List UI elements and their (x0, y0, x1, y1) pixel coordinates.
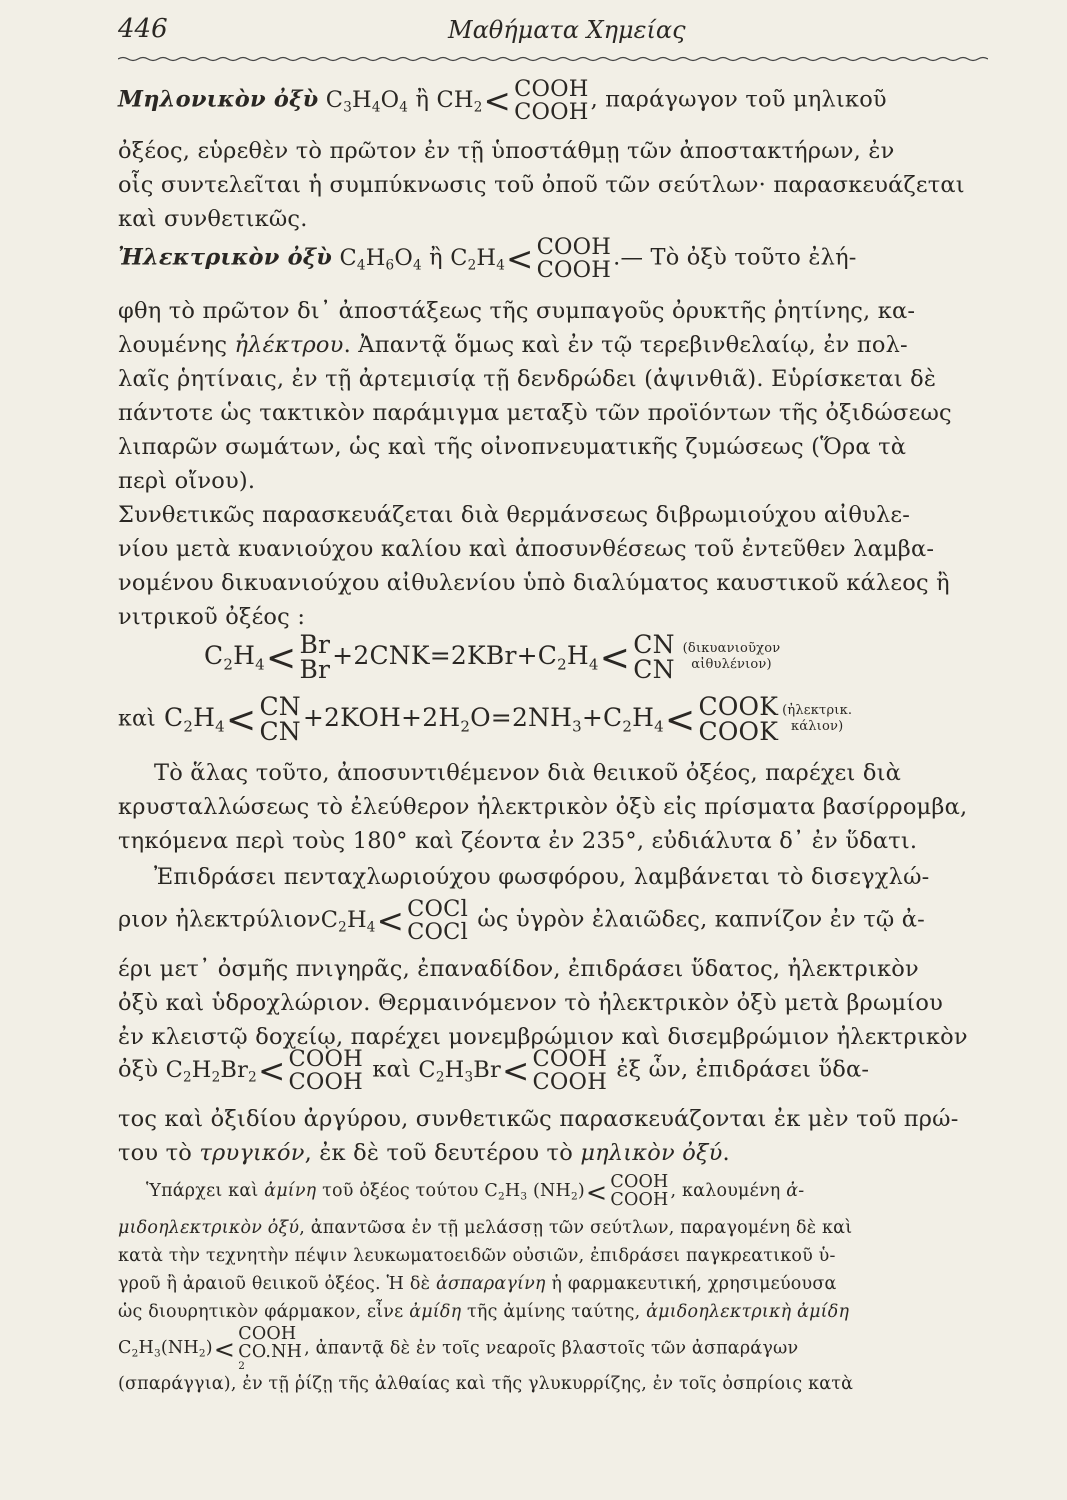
italic-term: ἀ- (786, 1181, 805, 1201)
note-line-1 (146, 1174, 804, 1209)
page-number: 446 (118, 14, 168, 44)
frac-bottom: COOK (698, 717, 779, 746)
succinic-line-4: λαῖς ῥητίναις, ἐν τῇ ἀρτεμισίᾳ τῇ δενδρώδει (ἀψινθιᾶ). Εὑρίσκεται δὲ (118, 366, 937, 392)
synthesis-line-3: νομένου δικυανιούχου αἰθυλενίου ὑπὸ διαλύματος καυστικοῦ κάλεος ἢ (118, 570, 950, 596)
chloride-line-1: Ἐπιδράσει πενταχλωριούχου φωσφόρου, λαμβάνεται τὸ δισεγχλώ- (154, 864, 930, 890)
amine-formula: $C_2H_3$ $(NH_2)$ (484, 1181, 585, 1203)
succinic-after: .— Τὸ ὀξὺ τοῦτο ἐλή- (613, 244, 857, 271)
text-run: Ὑπάρχει καὶ (146, 1181, 265, 1201)
monobromo-formula: $C_2H_3Br$ (418, 1056, 501, 1086)
succinic-or: ἢ (429, 244, 443, 271)
dibromo-fraction (288, 1048, 363, 1093)
salt-line-2: κρυσταλλώσεως τὸ ἐλεύθερον ἠλεκτρικὸν ὀξὺ εἰς πρίσματα βασίρρομβα, (118, 794, 968, 820)
italic-term: μιδοηλεκτρικὸν ὀξύ (118, 1218, 300, 1238)
header-wavy-rule (118, 56, 988, 62)
synthesis-line-2: νίου μετὰ κυανιούχου καλίου καὶ ἀποσυνθέσεως τοῦ ἐντεῦθεν λαμβα- (118, 536, 935, 562)
malonic-after: , παράγωγον τοῦ μηλικοῦ (590, 86, 887, 113)
succinic-term: Ἠλεκτρικὸν ὀξὺ (118, 244, 333, 271)
frac-top: CN (633, 630, 675, 659)
succinic-line-3 (118, 332, 908, 358)
malonic-formula: $C_3H_4O_4$ (325, 86, 409, 116)
salt-line-1: Τὸ ἅλας τοῦτο, ἀποσυντιθέμενον διὰ θειικοῦ ὀξέος, παρέχει διὰ (154, 760, 902, 786)
frac-top: COOH (514, 76, 589, 102)
dibromo-formula: $C_2H_2Br_2$ (165, 1056, 257, 1086)
frac-bottom: COOH (532, 1068, 608, 1095)
frac-top: COOH (536, 234, 612, 260)
page-header (118, 14, 988, 54)
eq-conjunction: καὶ (118, 706, 156, 732)
note-line-3: κατὰ τὴν τεχνητὴν πέψιν λευκωματοειδῶν οὐσιῶν, ἐπιδράσει παγκρεατικοῦ ὑ- (118, 1246, 836, 1266)
malonic-fraction (514, 78, 589, 123)
succinic-line-6: λιπαρῶν σωμάτων, ὡς καὶ τῆς οἰνοπνευματικῆς ζυμώσεως (Ὅρα τὰ (118, 434, 907, 460)
note-bottom: κάλιον) (790, 719, 844, 734)
italic-term: μηλικὸν ὀξύ (580, 1140, 723, 1166)
note-line-7: (σπαράγγια), ἐν τῇ ῥίζῃ τῆς ἀλθαίας καὶ τῆς γλυκυρρίζης, ἐν τοῖς ὀσπρίοις κατὰ (118, 1374, 854, 1394)
frac-bottom: CO.NH 2 (238, 1341, 303, 1372)
frac-top: COOH (288, 1046, 363, 1072)
chloride-line-2 (118, 898, 925, 943)
italic-term: ἠλέκτρου (234, 332, 344, 358)
running-title: Μαθήματα Χημείας (448, 16, 686, 44)
malonic-or: ἢ (415, 86, 430, 113)
text-run: . Ἀπαντᾷ ὅμως καὶ ἐν τῷ τερεβινθελαίῳ, ἐν πολ- (343, 332, 908, 358)
text-run: ὀξὺ (118, 1056, 159, 1083)
bracket-symbol: < (599, 636, 631, 680)
frac-bottom: CN (633, 655, 675, 684)
text-run: γροῦ ἢ ἀραιοῦ θειικοῦ ὀξέος. Ἡ δὲ (118, 1274, 436, 1294)
frac-bottom: Br (299, 655, 331, 684)
monobromo-fraction (533, 1048, 608, 1093)
amide-formula: $C_2H_3(NH_2)$ (118, 1338, 213, 1360)
eq-reactant: $C_2H_4$ (204, 640, 265, 673)
equation-1 (204, 632, 780, 682)
eq-note (782, 703, 852, 734)
malonic-radical: $CH_2$ (436, 86, 483, 116)
bracket-symbol: < (376, 902, 405, 941)
italic-term: ἀμιδοηλεκτρικὴ ἀμίδη (646, 1302, 850, 1322)
text-run: ὡς διουρητικὸν φάρμακον, εἶνε (118, 1302, 410, 1322)
note-bottom: αἰθυλένιον) (691, 657, 772, 672)
malonic-line-4: καὶ συνθετικῶς. (118, 206, 308, 232)
bracket-symbol: < (585, 1176, 608, 1207)
italic-term: ἀσπαραγίνη (435, 1274, 546, 1294)
amide-fraction (238, 1326, 302, 1372)
text-run: καὶ (372, 1056, 412, 1083)
bracket-symbol: < (501, 1052, 530, 1091)
frac-top: COCl (407, 896, 468, 922)
frac-bottom: COOH (536, 256, 612, 283)
note-top: (δικυανιοῦχον (682, 641, 781, 657)
succinic-line-1 (118, 236, 857, 281)
chloride-line-3: έρι μετ᾽ ὀσμῆς πνιγηρᾶς, ἐπαναδίδον, ἐπιδράσει ὕδατος, ἠλεκτρικὸν (118, 956, 919, 982)
eq-fraction (698, 694, 778, 744)
frac-bottom: CN (259, 717, 301, 746)
frac-top: COOH (610, 1172, 669, 1192)
eq-note (683, 641, 781, 672)
bracket-symbol: < (213, 1333, 236, 1364)
chloride-fraction (407, 898, 468, 943)
succinic-fraction (537, 236, 612, 281)
note-line-2 (118, 1218, 852, 1238)
succinic-line-5: πάντοτε ὡς τακτικὸν παράμιγμα μεταξὺ τῶν προϊόντων τῆς ὀξιδώσεως (118, 400, 952, 426)
malonic-line-3: οἷς συντελεῖται ἡ συμπύκνωσις τοῦ ὀποῦ τῶν σεύτλων· παρασκευάζεται (118, 172, 965, 198)
eq-reactant: $C_2H_4$ (164, 702, 225, 735)
bracket-symbol: < (225, 698, 257, 742)
frac-top: CN (259, 692, 301, 721)
text-run: , καλουμένη (670, 1181, 787, 1201)
italic-term: ἀμίδη (409, 1302, 462, 1322)
synthesis-line-4: νιτρικοῦ ὀξέος : (118, 604, 306, 630)
note-line-4 (118, 1274, 837, 1294)
frac-top: Br (299, 630, 331, 659)
text-run: . (722, 1140, 730, 1166)
equation-2 (118, 694, 852, 744)
chloride-line-6 (118, 1048, 869, 1093)
malonic-line-1 (118, 78, 887, 123)
chloride-line-8 (118, 1140, 730, 1166)
amine-fraction (610, 1174, 668, 1209)
text-run: , ἀπαντῶσα ἐν τῇ μελάσσῃ τῶν σεύτλων, παραγομένη δὲ καὶ (299, 1218, 853, 1238)
text-run: ἡ φαρμακευτική, χρησιμεύουσα (545, 1274, 837, 1294)
frac-bottom: COCl (407, 918, 468, 945)
bracket-symbol: < (483, 82, 512, 121)
frac-bottom: COOH (610, 1189, 669, 1210)
text-run: του τὸ (118, 1140, 200, 1166)
bracket-symbol: < (506, 240, 534, 279)
frac-top: COOH (532, 1046, 608, 1072)
text-run: ἐξ ὧν, ἐπιδράσει ὕδα- (616, 1056, 870, 1083)
text-run: ριον ἠλεκτρύλιον (118, 906, 321, 933)
chloride-line-7: τος καὶ ὀξιδίου ἀργύρου, συνθετικῶς παρασκευάζονται ἐκ μὲν τοῦ πρώ- (118, 1106, 959, 1132)
frac-bottom: COOH (514, 98, 589, 125)
chloride-radical: $C_2H_4$ (320, 906, 376, 936)
text-run: ὡς ὑγρὸν ἐλαιῶδες, καπνίζον ἐν τῷ ἀ- (477, 906, 925, 933)
succinic-radical: $C_2H_4$ (450, 244, 506, 274)
chloride-line-4: ὀξὺ καὶ ὑδροχλώριον. Θερμαινόμενον τὸ ἠλεκτρικὸν ὀξὺ μετὰ βρωμίου (118, 990, 943, 1016)
text-run: , ἀπαντᾷ δὲ ἐν τοῖς νεαροῖς βλαστοῖς τῶν ἀσπαράγων (304, 1338, 799, 1359)
text-run: , ἐκ δὲ τοῦ δευτέρου τὸ (304, 1140, 581, 1166)
bracket-symbol: < (257, 1052, 286, 1091)
text-run: λουμένης (118, 332, 235, 358)
malonic-line-2: ὀξέος, εὑρεθὲν τὸ πρῶτον ἐν τῇ ὑποστάθμῃ τῶν ἀποστακτήρων, ἐν (118, 138, 895, 164)
succinic-formula: $C_4H_6O_4$ (339, 244, 422, 274)
frac-top: COOK (698, 692, 779, 721)
eq-middle: $+2CNK=2KBr+C_2H_4$ (332, 640, 599, 673)
text-run: τῆς ἀμίνης ταύτης, (461, 1302, 647, 1322)
succinic-line-2: φθη τὸ πρῶτον δι᾽ ἀποστάξεως τῆς συμπαγοῦς ὀρυκτῆς ῥητίνης, κα- (118, 298, 916, 324)
italic-term: ἀμίνη (264, 1181, 317, 1201)
bracket-symbol: < (664, 698, 696, 742)
text-run: τοῦ ὀξέος τούτου (316, 1181, 485, 1201)
italic-term: τρυγικόν (199, 1140, 305, 1166)
note-line-6 (118, 1326, 798, 1372)
chloride-line-5: ἐν κλειστῷ δοχείῳ, παρέχει μονεμβρώμιον καὶ δισεμβρώμιον ἠλεκτρικὸν (118, 1024, 968, 1050)
eq-fraction (633, 632, 674, 682)
note-top: (ἠλεκτρικ. (782, 703, 853, 719)
salt-line-3: τηκόμενα περὶ τοὺς 180° καὶ ζέοντα ἐν 235°, εὐδιάλυτα δ᾽ ἐν ὕδατι. (118, 828, 918, 854)
synthesis-line-1: Συνθετικῶς παρασκευάζεται διὰ θερμάνσεως διβρωμιούχου αἰθυλε- (118, 502, 911, 528)
frac-bottom: COOH (288, 1068, 363, 1095)
malonic-term: Μηλονικὸν ὀξὺ (118, 86, 319, 113)
note-line-5 (118, 1302, 849, 1322)
bracket-symbol: < (265, 636, 297, 680)
eq-fraction (259, 694, 300, 744)
eq-fraction (299, 632, 330, 682)
succinic-line-7: περὶ οἴνου). (118, 468, 256, 494)
frac-top: COOH (238, 1324, 297, 1344)
eq-middle: $+2KOH+2H_2O=2NH_3+C_2H_4$ (302, 702, 664, 735)
